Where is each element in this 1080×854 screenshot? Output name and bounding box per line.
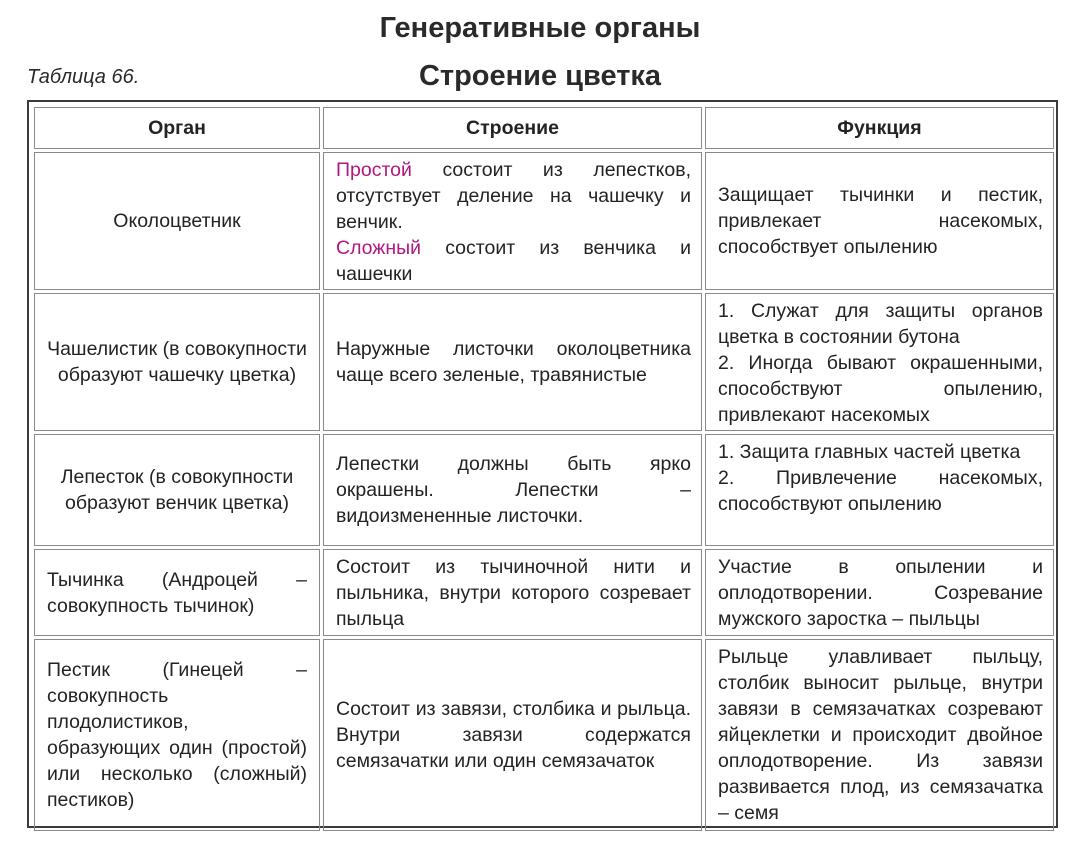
table-row (34, 293, 1054, 431)
simple-perianth-text: состоит из лепестков, отсутствует деление на чашечку и венчик. (336, 159, 691, 233)
function-cell: Участие в опылении и оплодотворении. Созревание мужского заростка – пыльцы (705, 549, 1054, 636)
column-header-organ: Орган (34, 107, 320, 149)
function-item: 2. Привлечение насекомых, способствуют опылению (718, 467, 1043, 515)
organ-cell: Чашелистик (в совокупности образуют чашечку цветка) (34, 293, 320, 431)
structure-cell (323, 152, 702, 290)
function-cell (705, 293, 1054, 431)
function-item: 1. Служат для защиты органов цветка в состоянии бутона (718, 300, 1043, 348)
flower-structure-table (31, 104, 1057, 834)
table-row (34, 639, 1054, 831)
table-caption: Таблица 66. (27, 66, 140, 88)
function-cell (705, 434, 1054, 546)
structure-cell: Лепестки должны быть ярко окрашены. Лепестки – видоизмененные листочки. (323, 434, 702, 546)
column-header-structure: Строение (323, 107, 702, 149)
structure-cell: Состоит из тычиночной нити и пыльника, внутри которого созревает пыльца (323, 549, 702, 636)
page-title: Генеративные органы (379, 12, 701, 44)
complex-perianth-text: состоит из венчика и чашечки (336, 237, 691, 285)
table-row (34, 152, 1054, 290)
function-cell: Защищает тычинки и пестик, привлекает насекомых, способствует опылению (705, 152, 1054, 290)
complex-perianth-label: Сложный (336, 237, 422, 259)
structure-cell: Состоит из завязи, столбика и рыльца. Внутри завязи содержатся семязачатки или один семязачаток (323, 639, 702, 831)
function-item: 1. Защита главных частей цветка (718, 441, 1021, 463)
organ-cell: Лепесток (в совокупности образуют венчик цветка) (34, 434, 320, 546)
function-cell: Рыльце улавливает пыльцу, столбик выносит рыльце, внутри завязи в семязачатках созревают яйцеклетки и происходит двойное оплодотворение. Из завязи развивается плод, из семязачатка – семя (705, 639, 1054, 831)
structure-cell: Наружные листочки околоцветника чаще всего зеленые, травянистые (323, 293, 702, 431)
complex-perianth-line (336, 235, 691, 287)
simple-perianth-label: Простой (336, 159, 412, 181)
function-item: 2. Иногда бывают окрашенными, способствуют опылению, привлекают насекомых (718, 352, 1043, 426)
organ-cell: Околоцветник (34, 152, 320, 290)
table-header-row (34, 107, 1054, 149)
table-row (34, 549, 1054, 636)
table-row (34, 434, 1054, 546)
organ-cell: Пестик (Гинецей – совокупность плодолистиков, образующих один (простой) или несколько (сложный) пестиков) (34, 639, 320, 831)
page-subtitle: Строение цветка (418, 60, 662, 92)
organ-cell: Тычинка (Андроцей – совокупность тычинок) (34, 549, 320, 636)
column-header-function: Функция (705, 107, 1054, 149)
